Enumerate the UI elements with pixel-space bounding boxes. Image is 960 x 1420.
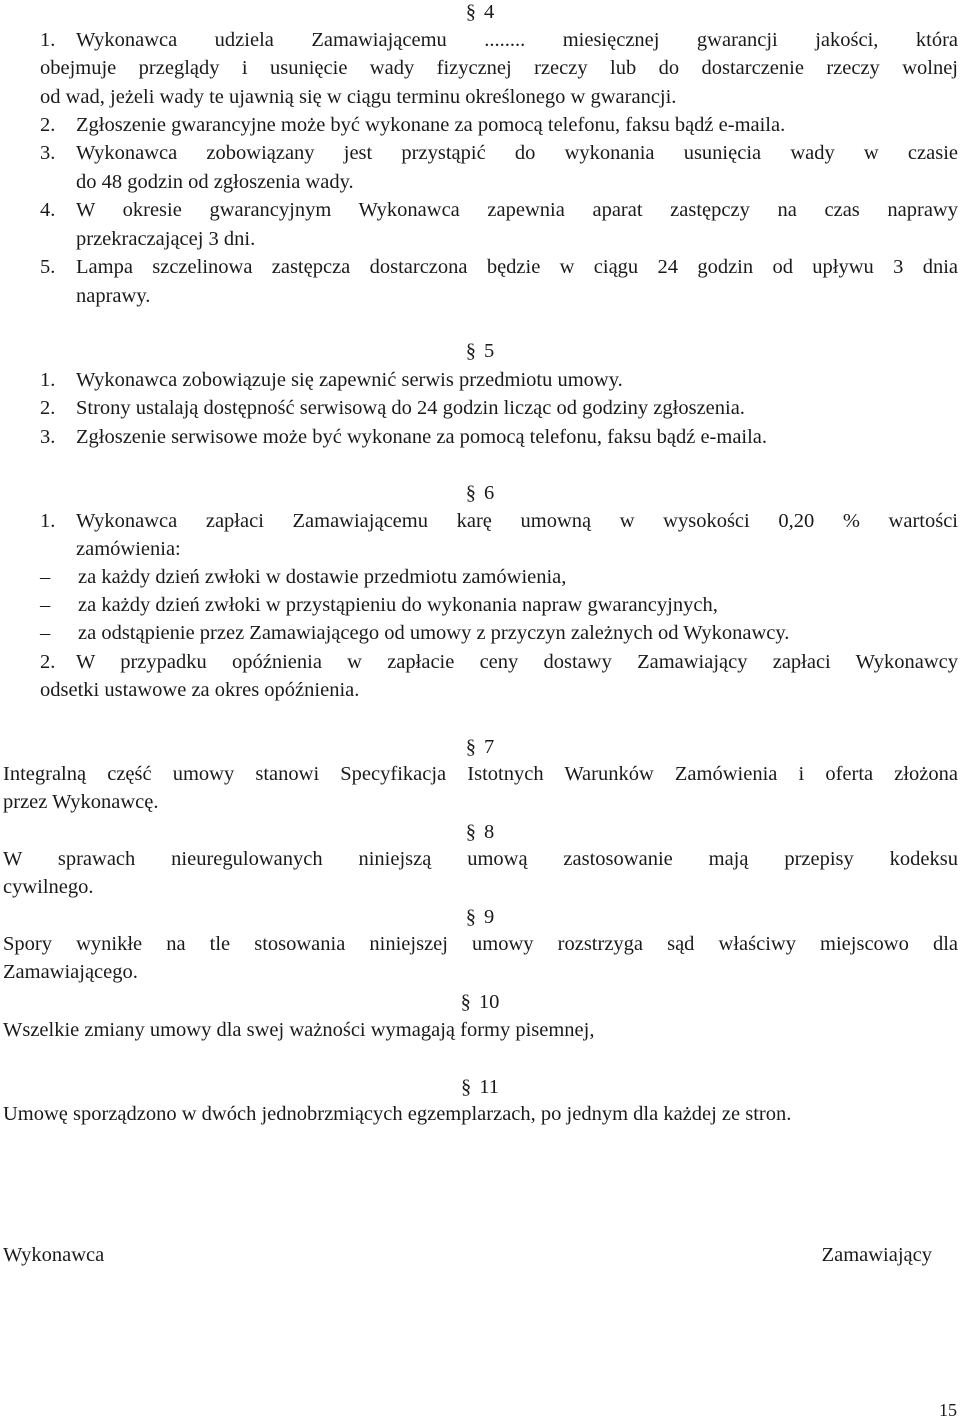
paragraph-6-1 [40, 507, 958, 535]
section-sign: § [465, 906, 476, 928]
item-text: Zgłoszenie serwisowe może być wykonane za pomocą telefonu, faksu bądź e-maila. [76, 426, 768, 448]
item-number: 3. [40, 142, 56, 164]
list-item-text: za każdy dzień zwłoki w przystąpieniu do wykonania napraw gwarancyjnych, [78, 594, 718, 616]
dash-bullet: – [40, 566, 51, 588]
section-heading-8 [0, 820, 960, 844]
section-sign: § [461, 1076, 472, 1098]
paragraph-text: Wszelkie zmiany umowy dla swej ważności wymagają formy pisemnej, [3, 1019, 595, 1041]
section-heading-10 [0, 990, 960, 1014]
paragraph-11 [3, 1100, 958, 1128]
item-number: 1. [40, 510, 56, 532]
paragraph-5-1 [40, 366, 958, 394]
list-item [40, 563, 958, 591]
section-number: 10 [478, 991, 500, 1013]
paragraph-6-1-line2 [76, 535, 960, 563]
paragraph-7 [3, 760, 958, 788]
section-heading-11 [0, 1075, 960, 1099]
paragraph-4-1 [40, 26, 958, 54]
item-text: Wykonawca zobowiązuje się zapewnić serwis przedmiotu umowy. [76, 369, 623, 391]
item-text: Zgłoszenie gwarancyjne może być wykonane za pomocą telefonu, faksu bądź e-maila. [76, 114, 786, 136]
item-text: Wykonawca zobowiązany jest przystąpić do wykonania usunięcia wady w czasie [76, 142, 958, 164]
item-text-continued: obejmuje przeglądy i usunięcie wady fizycznej rzeczy lub do dostarczenie rzeczy wolnej [40, 57, 958, 79]
item-text-continued: odsetki ustawowe za okres opóźnienia. [40, 679, 360, 701]
item-number: 4. [40, 199, 56, 221]
signature-contractor: Wykonawca [3, 1244, 105, 1266]
item-text-continued: przekraczającej 3 dni. [76, 228, 256, 250]
paragraph-4-3 [40, 139, 958, 167]
paragraph-4-5-line2 [76, 282, 960, 310]
paragraph-text: Spory wynikłe na tle stosowania niniejszej umowy rozstrzyga sąd właściwy miejscowo dla [3, 933, 958, 955]
paragraph-9-line2 [3, 958, 958, 986]
paragraph-5-3 [40, 423, 958, 451]
dash-bullet: – [40, 594, 51, 616]
item-number: 2. [40, 651, 56, 673]
paragraph-text: Integralną część umowy stanowi Specyfikacja Istotnych Warunków Zamówienia i oferta złożona [3, 763, 958, 785]
paragraph-4-4 [40, 196, 958, 224]
paragraph-4-2 [40, 111, 958, 139]
paragraph-6-2-line2 [40, 676, 958, 704]
item-text-continued: do 48 godzin od zgłoszenia wady. [76, 171, 354, 193]
section-sign: § [465, 340, 476, 362]
paragraph-4-5 [40, 253, 958, 281]
paragraph-4-1-line3 [40, 83, 958, 111]
list-item-text: za odstąpienie przez Zamawiającego od umowy z przyczyn zależnych od Wykonawcy. [78, 622, 790, 644]
section-heading-4 [0, 0, 960, 24]
item-text: Wykonawca udziela Zamawiającemu ........ miesięcznej gwarancji jakości, która [76, 29, 958, 51]
item-text-continued: naprawy. [76, 285, 151, 307]
paragraph-5-2 [40, 394, 958, 422]
item-number: 5. [40, 256, 56, 278]
section-number: 8 [484, 821, 495, 843]
item-text: W okresie gwarancyjnym Wykonawca zapewnia aparat zastępczy na czas naprawy [76, 199, 958, 221]
item-text-continued: zamówienia: [76, 538, 181, 560]
section-sign: § [465, 1, 476, 23]
item-number: 2. [40, 397, 56, 419]
section-sign: § [460, 991, 471, 1013]
paragraph-6-2 [40, 648, 958, 676]
item-number: 2. [40, 114, 56, 136]
list-item-text: za każdy dzień zwłoki w dostawie przedmiotu zamówienia, [78, 566, 567, 588]
section-sign: § [465, 821, 476, 843]
signature-ordering-party: Zamawiający [821, 1244, 932, 1266]
item-text: Strony ustalają dostępność serwisową do 24 godzin licząc od godziny zgłoszenia. [76, 397, 745, 419]
page-number: 15 [939, 1400, 957, 1420]
section-number: 7 [484, 736, 495, 758]
section-number: 4 [484, 1, 495, 23]
section-number: 9 [484, 906, 495, 928]
section-sign: § [465, 736, 476, 758]
item-number: 1. [40, 369, 56, 391]
paragraph-8 [3, 845, 958, 873]
paragraph-text-continued: cywilnego. [3, 876, 94, 898]
paragraph-8-line2 [3, 873, 958, 901]
paragraph-4-1-line2 [40, 54, 958, 82]
item-number: 3. [40, 426, 56, 448]
dash-bullet: – [40, 622, 51, 644]
paragraph-9 [3, 930, 958, 958]
paragraph-10 [3, 1016, 958, 1044]
item-text: Wykonawca zapłaci Zamawiającemu karę umowną w wysokości 0,20 % wartości [76, 510, 958, 532]
section-sign: § [465, 482, 476, 504]
section-heading-5 [0, 339, 960, 363]
item-text-continued: od wad, jeżeli wady te ujawnią się w ciągu terminu określonego w gwarancji. [40, 86, 677, 108]
section-heading-6 [0, 481, 960, 505]
paragraph-text-continued: przez Wykonawcę. [3, 791, 159, 813]
paragraph-text: W sprawach nieuregulowanych niniejszą umową zastosowanie mają przepisy kodeksu [3, 848, 958, 870]
item-number: 1. [40, 29, 56, 51]
paragraph-7-line2 [3, 788, 958, 816]
section-number: 11 [479, 1076, 499, 1098]
list-item [40, 619, 958, 647]
item-text: Lampa szczelinowa zastępcza dostarczona będzie w ciągu 24 godzin od upływu 3 dnia [76, 256, 958, 278]
section-number: 6 [484, 482, 495, 504]
paragraph-text-continued: Zamawiającego. [3, 961, 138, 983]
item-text: W przypadku opóźnienia w zapłacie ceny dostawy Zamawiający zapłaci Wykonawcy [76, 651, 958, 673]
section-number: 5 [484, 340, 495, 362]
paragraph-4-3-line2 [76, 168, 960, 196]
section-heading-7 [0, 735, 960, 759]
section-heading-9 [0, 905, 960, 929]
paragraph-text: Umowę sporządzono w dwóch jednobrzmiących egzemplarzach, po jednym dla każdej ze stron. [3, 1103, 792, 1125]
paragraph-4-4-line2 [76, 225, 960, 253]
list-item [40, 591, 958, 619]
